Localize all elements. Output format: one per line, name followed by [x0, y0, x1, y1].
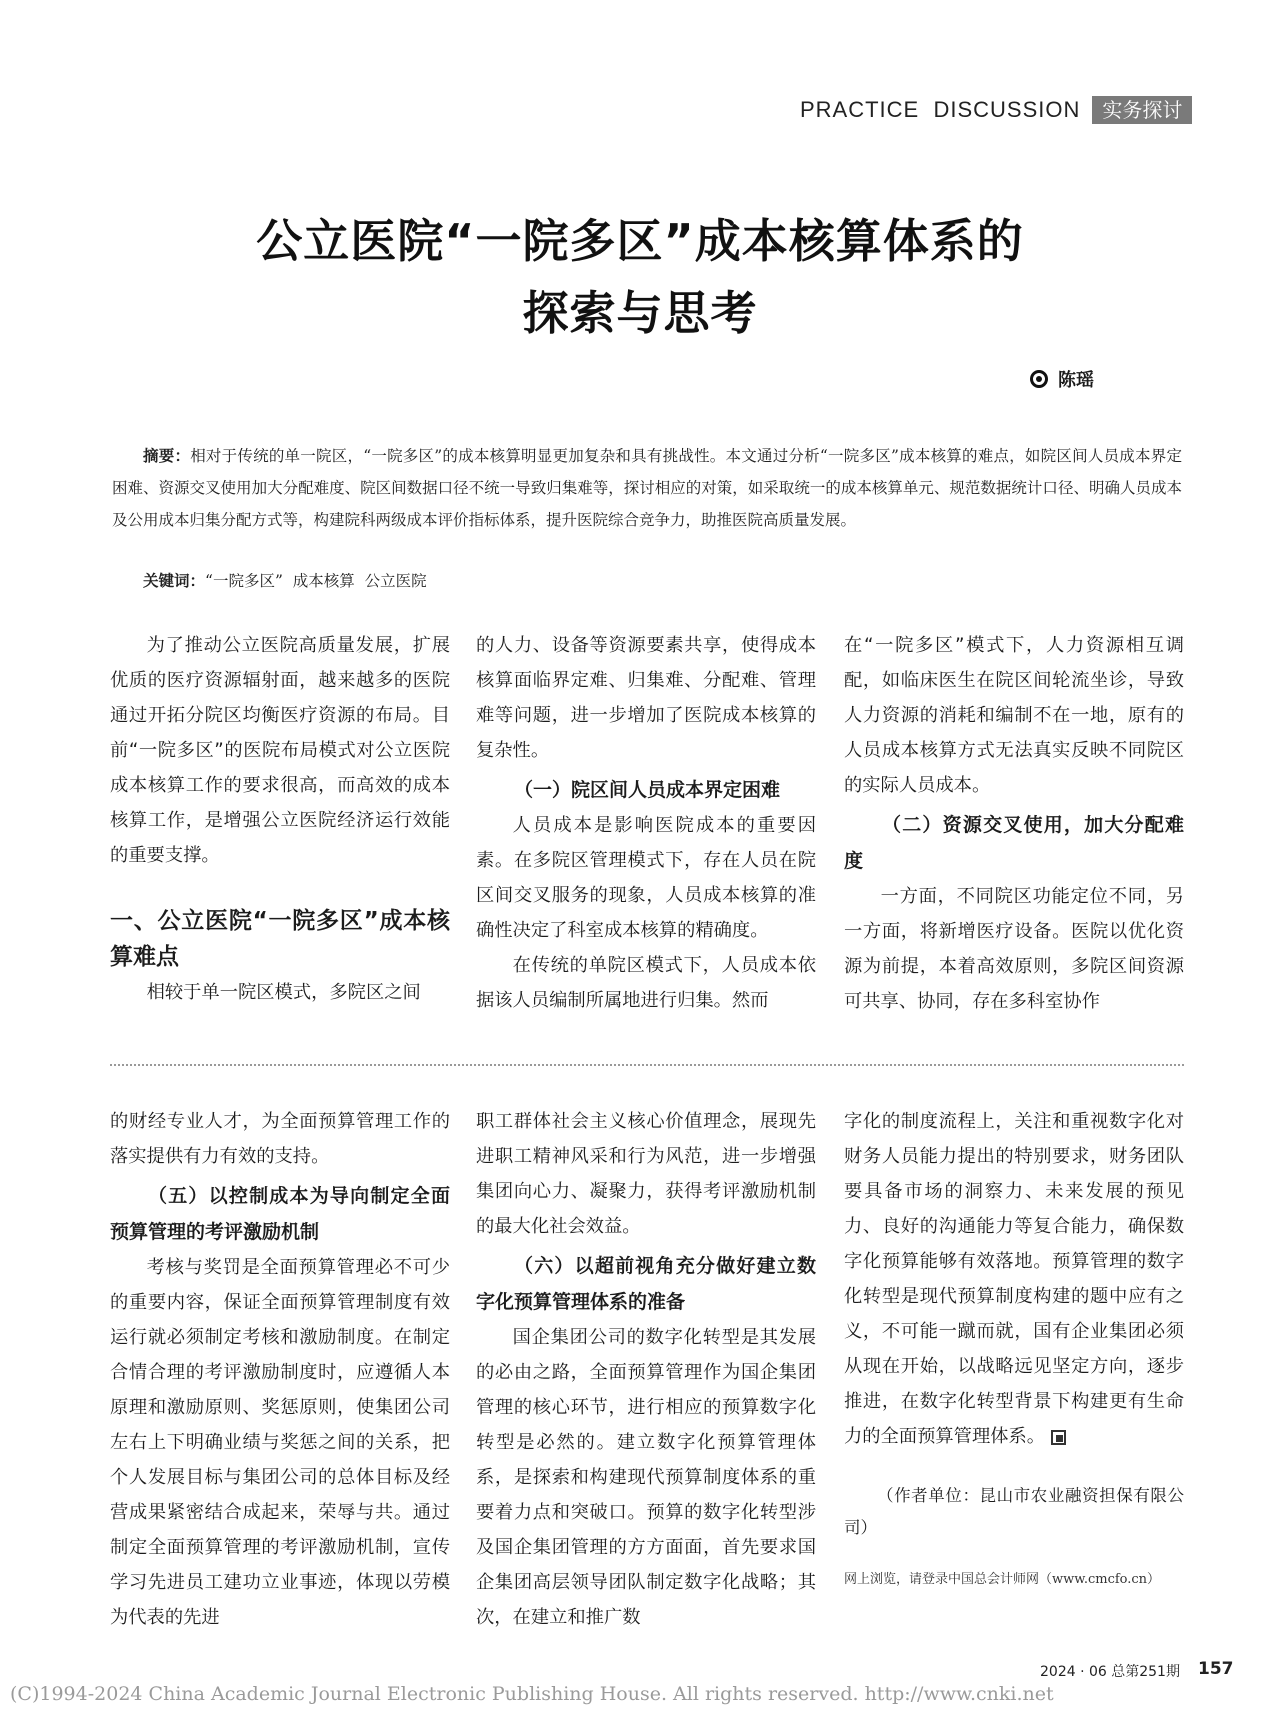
author-affiliation: （作者单位：昆山市农业融资担保有限公司） [844, 1486, 1184, 1537]
author-byline [1030, 366, 1094, 392]
article-title-line-1: 公立医院“一院多区”成本核算体系的 [256, 214, 1024, 268]
lower-column-3 [844, 1104, 1184, 1597]
article-title-line-2: 探索与思考 [522, 286, 758, 340]
paragraph: 相较于单一院区模式，多院区之间 [146, 982, 421, 1003]
issue-info: 2024 · 06 总第251期 [1040, 1664, 1180, 1680]
upper-column-2 [476, 628, 816, 1018]
paragraph: 为了推动公立医院高质量发展，扩展优质的医疗资源辐射面，越来越多的医院通过开拓分院区均衡医疗资源的布局。目前“一院多区”的医院布局模式对公立医院成本核算工作的要求很高，而高效的成本核算工作，是增强公立医院经济运行效能的重要支撑。 [110, 635, 450, 866]
upper-column-3 [844, 628, 1184, 1019]
paragraph: 考核与奖罚是全面预算管理必不可少的重要内容，保证全面预算管理制度有效运行就必须制定考核和激励制度。在制定合情合理的考评激励制度时，应遵循人本原理和激励原则、奖惩原则，使集团公司左右上下明确业绩与奖惩之间的关系，把个人发展目标与集团公司的总体目标及经营成果紧密结合成起来，荣辱与共。通过制定全面预算管理的考评激励机制，宣传学习先进员工建功立业事迹，体现以劳模为代表的先进 [110, 1257, 450, 1628]
lower-column-2 [476, 1104, 816, 1635]
subsection-heading: （六）以超前视角充分做好建立数字化预算管理体系的准备 [476, 1255, 816, 1313]
paragraph: 国企集团公司的数字化转型是其发展的必由之路，全面预算管理作为国企集团管理的核心环节，进行相应的预算数字化转型是必然的。建立数字化预算管理体系，是探索和构建现代预算制度体系的重要着力点和突破口。预算的数字化转型涉及国企集团管理的方方面面，首先要求国企集团高层领导团队制定数字化战略；其次，在建立和推广数 [476, 1327, 816, 1628]
subsection-heading: （一）院区间人员成本界定困难 [514, 779, 781, 801]
paragraph: 在传统的单院区模式下，人员成本依据该人员编制所属地进行归集。然而 [476, 955, 816, 1011]
author-mark-icon [1030, 370, 1048, 388]
online-note: 网上浏览，请登录中国总会计师网（www.cmcfo.cn） [844, 1572, 1161, 1587]
header-section-tag: 实务探讨 [1092, 96, 1192, 124]
subsection-heading: （五）以控制成本为导向制定全面预算管理的考评激励机制 [110, 1185, 450, 1243]
paragraph: 一方面，不同院区功能定位不同，另一方面，将新增医疗设备。医院以优化资源为前提，本着高效原则，多院区间资源可共享、协同，存在多科室协作 [844, 886, 1184, 1012]
end-of-article-icon [1051, 1430, 1066, 1445]
copyright-watermark: (C)1994-2024 China Academic Journal Electronic Publishing House. All rights reserved. http://www.cnki.net [10, 1683, 1054, 1705]
upper-column-1 [110, 628, 450, 1010]
paragraph: 的财经专业人才，为全面预算管理工作的落实提供有力有效的支持。 [110, 1111, 450, 1167]
keywords-text: “一院多区” 成本核算 公立医院 [205, 572, 427, 590]
subsection-heading: （二）资源交叉使用，加大分配难度 [844, 814, 1184, 872]
author-name: 陈瑶 [1058, 370, 1094, 391]
abstract-label: 摘要： [143, 447, 191, 465]
section-divider [110, 1064, 1184, 1066]
keywords-label: 关键词： [143, 572, 206, 590]
paragraph: 职工群体社会主义核心价值理念，展现先进职工精神风采和行为风范，进一步增强集团向心力、凝聚力，获得考评激励机制的最大化社会效益。 [476, 1111, 816, 1237]
keywords [112, 565, 1182, 597]
lower-column-1 [110, 1104, 450, 1635]
abstract [112, 440, 1182, 536]
header-english: PRACTICE DISCUSSION [800, 97, 1081, 122]
paragraph: 在“一院多区”模式下，人力资源相互调配，如临床医生在院区间轮流坐诊，导致人力资源的消耗和编制不在一地，原有的人员成本核算方式无法真实反映不同院区的实际人员成本。 [844, 635, 1184, 796]
page-number: 157 [1198, 1659, 1234, 1679]
abstract-text: 相对于传统的单一院区，“一院多区”的成本核算明显更加复杂和具有挑战性。本文通过分析“一院多区”成本核算的难点，如院区间人员成本界定困难、资源交叉使用加大分配难度、院区间数据口径不统一导致归集难等，探讨相应的对策，如采取统一的成本核算单元、规范数据统计口径、明确人员成本及公用成本归集分配方式等，构建院科两级成本评价指标体系，提升医院综合竞争力，助推医院高质量发展。 [112, 447, 1182, 529]
paragraph [844, 1104, 1184, 1454]
running-header [800, 96, 1192, 124]
paragraph: 人员成本是影响医院成本的重要因素。在多院区管理模式下，存在人员在院区间交叉服务的现象，人员成本核算的准确性决定了科室成本核算的精确度。 [476, 815, 816, 941]
paragraph: 的人力、设备等资源要素共享，使得成本核算面临界定难、归集难、分配难、管理难等问题，进一步增加了医院成本核算的复杂性。 [476, 635, 816, 761]
paragraph-text: 字化的制度流程上，关注和重视数字化对财务人员能力提出的特别要求，财务团队要具备市场的洞察力、未来发展的预见力、良好的沟通能力等复合能力，确保数字化预算能够有效落地。预算管理的数字化转型是现代预算制度构建的题中应有之义，不可能一蹴而就，国有企业集团必须从现在开始，以战略远见坚定方向，逐步推进，在数字化转型背景下构建更有生命力的全面预算管理体系。 [844, 1111, 1184, 1447]
section-heading: 一、公立医院“一院多区”成本核算难点 [110, 908, 450, 970]
